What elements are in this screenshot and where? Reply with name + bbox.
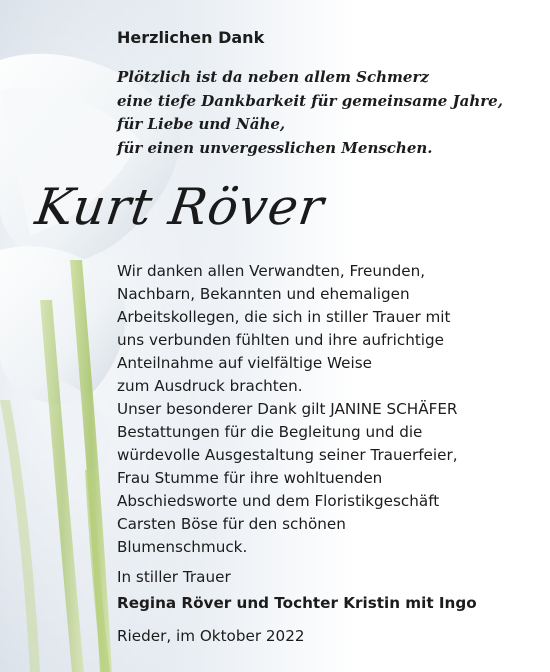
thanks-line: Frau Stumme für ihre wohltuenden [117, 469, 383, 487]
poem-line: eine tiefe Dankbarkeit für gemeinsame Jahre, [117, 91, 503, 110]
thanks-line: Blumenschmuck. [117, 538, 248, 556]
thanks-line: Anteilnahme auf vielfältige Weise [117, 354, 372, 372]
thanks-line: Arbeitskollegen, die sich in stiller Trauer mit [117, 308, 451, 326]
thanks-line: zum Ausdruck brachten. [117, 377, 303, 395]
thanks-text [117, 260, 458, 559]
thanks-line: Carsten Böse für den schönen [117, 515, 346, 533]
place-date: Rieder, im Oktober 2022 [117, 627, 305, 645]
thanks-line: würdevolle Ausgestaltung seiner Trauerfeier, [117, 446, 458, 464]
thanks-line: Unser besonderer Dank gilt JANINE SCHÄFER [117, 400, 458, 418]
thanks-line: Bestattungen für die Begleitung und die [117, 423, 423, 441]
heading: Herzlichen Dank [117, 28, 265, 47]
poem-line: für Liebe und Nähe, [117, 115, 286, 133]
signature-intro: In stiller Trauer [117, 568, 231, 586]
signers: Regina Röver und Tochter Kristin mit Ingo [117, 594, 477, 612]
poem [117, 66, 503, 160]
thanks-line: Wir danken allen Verwandten, Freunden, [117, 262, 426, 280]
deceased-name: Kurt Röver [31, 178, 328, 236]
thanks-line: Abschiedsworte und dem Floristikgeschäft [117, 492, 440, 510]
poem-line: Plötzlich ist da neben allem Schmerz [117, 68, 429, 86]
thanks-line: Nachbarn, Bekannten und ehemaligen [117, 285, 410, 303]
poem-line: für einen unvergesslichen Menschen. [117, 138, 433, 157]
thanks-line: uns verbunden fühlten und ihre aufrichtige [117, 331, 444, 349]
